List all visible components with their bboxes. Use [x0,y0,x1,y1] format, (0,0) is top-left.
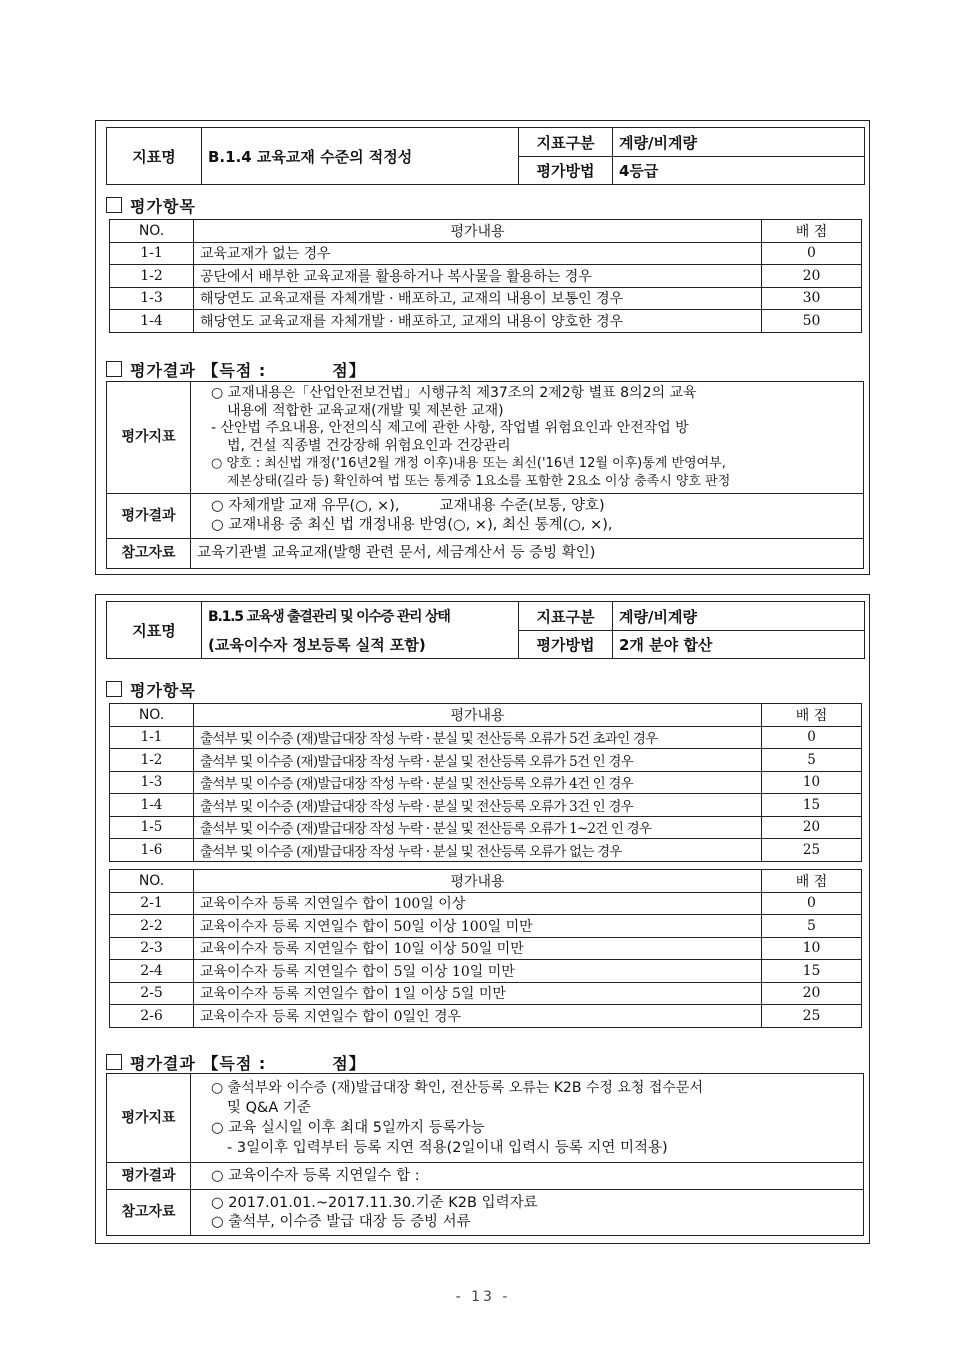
row-score: 5 [762,915,862,938]
criteria-label: 평가지표 [107,1074,191,1163]
items-table [109,219,862,333]
row-no: 2-1 [110,892,194,915]
class-label: 지표구분 [519,128,613,157]
row-score: 0 [762,892,862,915]
indicator-header-table [106,127,865,185]
reference-line: ○ 출석부, 이수증 발급 대장 등 증빙 서류 [211,1213,471,1230]
row-score: 20 [762,816,862,839]
table-row [110,960,862,983]
row-score: 15 [762,960,862,983]
criteria-line: 내용에 적합한 교육교재(개발 및 제본한 교재) [227,402,504,419]
row-content: 출석부 및 이수증 (재)발급대장 작성 누락 · 분실 및 전산등록 오류가 4건 인 경우 [194,771,762,794]
row-no: 1-4 [110,310,194,333]
indicator-name: B.1.5 교육생 출결관리 및 이수증 관리 상태 [202,602,519,631]
row-no: 2-4 [110,960,194,983]
row-content: 해당연도 교육교재를 자체개발 · 배포하고, 교재의 내용이 양호한 경우 [194,310,762,333]
table-row [110,265,862,288]
result-line: ○ 자체개발 교재 유무(○, ×), [211,498,400,514]
row-content: 출석부 및 이수증 (재)발급대장 작성 누락 · 분실 및 전산등록 오류가 없는 경우 [194,839,762,862]
row-content: 출석부 및 이수증 (재)발급대장 작성 누락 · 분실 및 전산등록 오류가 1~2건 인 경우 [194,816,762,839]
table-row [110,839,862,862]
items-table-a [109,703,862,862]
row-no: 2-5 [110,982,194,1005]
table-row [110,287,862,310]
row-no: 1-3 [110,771,194,794]
class-label: 지표구분 [519,602,613,631]
criteria-content [191,382,864,494]
checkbox-square-icon [106,681,122,697]
result-table [106,1073,864,1236]
result-heading: 평가결과 【득점 : 점】 [106,1051,366,1074]
row-score: 10 [762,937,862,960]
indicator-section-b14 [95,120,870,575]
criteria-content [191,1074,864,1163]
column-header-score: 배 점 [762,704,862,727]
table-row [110,726,862,749]
row-no: 1-1 [110,242,194,265]
criteria-line: ○ 양호 : 최신법 개정('16년2월 개정 이후)내용 또는 최신('16년 12월 이후)통계 반영여부, [211,456,726,471]
result-line: 교재내용 수준(보통, 양호) [439,498,605,514]
row-content: 교육이수자 등록 지연일수 합이 0일인 경우 [194,1005,762,1028]
row-score: 20 [762,265,862,288]
indicator-label: 지표명 [107,128,202,185]
result-label: 평가결과 [107,1163,191,1190]
criteria-line: 및 Q&A 기준 [227,1100,311,1116]
row-no: 2-3 [110,937,194,960]
result-heading: 평가결과 【득점 : 점】 [106,358,366,381]
class-value: 계량/비계량 [613,602,865,631]
row-content: 교육이수자 등록 지연일수 합이 100일 이상 [194,892,762,915]
table-row [110,816,862,839]
column-header-no: NO. [110,870,194,893]
result-line: ○ 교재내용 중 최신 법 개정내용 반영(○, ×), 최신 통계(○, ×), [211,517,613,533]
column-header-content: 평가내용 [194,704,762,727]
criteria-line: ○ 교육 실시일 이후 최대 5일까지 등록가능 [211,1120,485,1136]
table-row [110,1005,862,1028]
criteria-line: - 산안법 주요내용, 안전의식 제고에 관한 사항, 작업별 위험요인과 안전작업 방 [211,420,689,436]
row-no: 2-2 [110,915,194,938]
indicator-header-table [106,601,865,659]
criteria-line: 제본상태(길라 등) 확인하여 법 또는 통계중 1요소를 포함한 2요소 이상 충족시 양호 판정 [227,473,731,489]
method-label: 평가방법 [519,631,613,659]
row-content: 출석부 및 이수증 (재)발급대장 작성 누락 · 분실 및 전산등록 오류가 5건 인 경우 [194,749,762,772]
row-no: 1-4 [110,794,194,817]
row-content: 교육이수자 등록 지연일수 합이 5일 이상 10일 미만 [194,960,762,983]
column-header-score: 배 점 [762,220,862,243]
indicator-section-b15 [95,594,870,1244]
result-line: ○ 교육이수자 등록 지연일수 합 : [211,1167,420,1184]
table-row [110,982,862,1005]
row-score: 0 [762,242,862,265]
row-no: 1-2 [110,749,194,772]
checkbox-square-icon [106,361,122,377]
row-score: 30 [762,287,862,310]
indicator-name-sub: (교육이수자 정보등록 실적 포함) [202,631,519,659]
result-content [191,494,864,539]
row-no: 1-3 [110,287,194,310]
row-no: 2-6 [110,1005,194,1028]
row-content: 교육이수자 등록 지연일수 합이 10일 이상 50일 미만 [194,937,762,960]
table-row [110,794,862,817]
reference-label: 참고자료 [107,539,191,569]
method-label: 평가방법 [519,157,613,185]
row-content: 교육교재가 없는 경우 [194,242,762,265]
table-row [110,242,862,265]
column-header-content: 평가내용 [194,870,762,893]
reference-text: 교육기관별 교육교재(발행 관련 문서, 세금계산서 등 증빙 확인) [191,539,864,569]
row-content: 출석부 및 이수증 (재)발급대장 작성 누락 · 분실 및 전산등록 오류가 5건 초과인 경우 [194,726,762,749]
column-header-content: 평가내용 [194,220,762,243]
method-value: 2개 분야 합산 [613,631,865,659]
table-row [110,749,862,772]
row-content: 해당연도 교육교재를 자체개발 · 배포하고, 교재의 내용이 보통인 경우 [194,287,762,310]
page-number: - 13 - [455,1289,511,1305]
criteria-line: 법, 건설 직종별 건강장해 위험요인과 건강관리 [227,437,511,454]
row-score: 50 [762,310,862,333]
row-content: 출석부 및 이수증 (재)발급대장 작성 누락 · 분실 및 전산등록 오류가 3건 인 경우 [194,794,762,817]
criteria-line: - 3일이후 입력부터 등록 지연 적용(2일이내 입력시 등록 지연 미적용) [227,1140,668,1156]
indicator-name: B.1.4 교육교재 수준의 적정성 [202,128,519,185]
reference-line: ○ 2017.01.01.~2017.11.30.기준 K2B 입력자료 [211,1194,538,1211]
class-value: 계량/비계량 [613,128,865,157]
row-no: 1-5 [110,816,194,839]
table-row [110,892,862,915]
reference-label: 참고자료 [107,1190,191,1236]
method-value: 4등급 [613,157,865,185]
column-header-score: 배 점 [762,870,862,893]
row-score: 20 [762,982,862,1005]
column-header-no: NO. [110,220,194,243]
table-row [110,937,862,960]
items-heading: 평가항목 [106,678,196,701]
criteria-line: ○ 출석부와 이수증 (재)발급대장 확인, 전산등록 오류는 K2B 수정 요청 접수문서 [211,1080,703,1096]
row-content: 교육이수자 등록 지연일수 합이 50일 이상 100일 미만 [194,915,762,938]
table-row [110,771,862,794]
indicator-label: 지표명 [107,602,202,659]
row-score: 5 [762,749,862,772]
row-content: 공단에서 배부한 교육교재를 활용하거나 복사물을 활용하는 경우 [194,265,762,288]
result-label: 평가결과 [107,494,191,539]
row-score: 10 [762,771,862,794]
column-header-no: NO. [110,704,194,727]
row-score: 25 [762,1005,862,1028]
items-heading: 평가항목 [106,194,196,217]
row-no: 1-6 [110,839,194,862]
checkbox-square-icon [106,1054,122,1070]
row-no: 1-2 [110,265,194,288]
row-content: 교육이수자 등록 지연일수 합이 1일 이상 5일 미만 [194,982,762,1005]
reference-content [191,1190,864,1236]
table-row [110,915,862,938]
result-content [191,1163,864,1190]
row-score: 0 [762,726,862,749]
row-score: 15 [762,794,862,817]
checkbox-square-icon [106,197,122,213]
criteria-label: 평가지표 [107,382,191,494]
table-row [110,310,862,333]
result-table [106,381,864,569]
items-table-b [109,869,862,1028]
row-no: 1-1 [110,726,194,749]
row-score: 25 [762,839,862,862]
criteria-line: ○ 교재내용은「산업안전보건법」시행규칙 제37조의 2제2항 별표 8의2의 교육 [211,385,697,401]
